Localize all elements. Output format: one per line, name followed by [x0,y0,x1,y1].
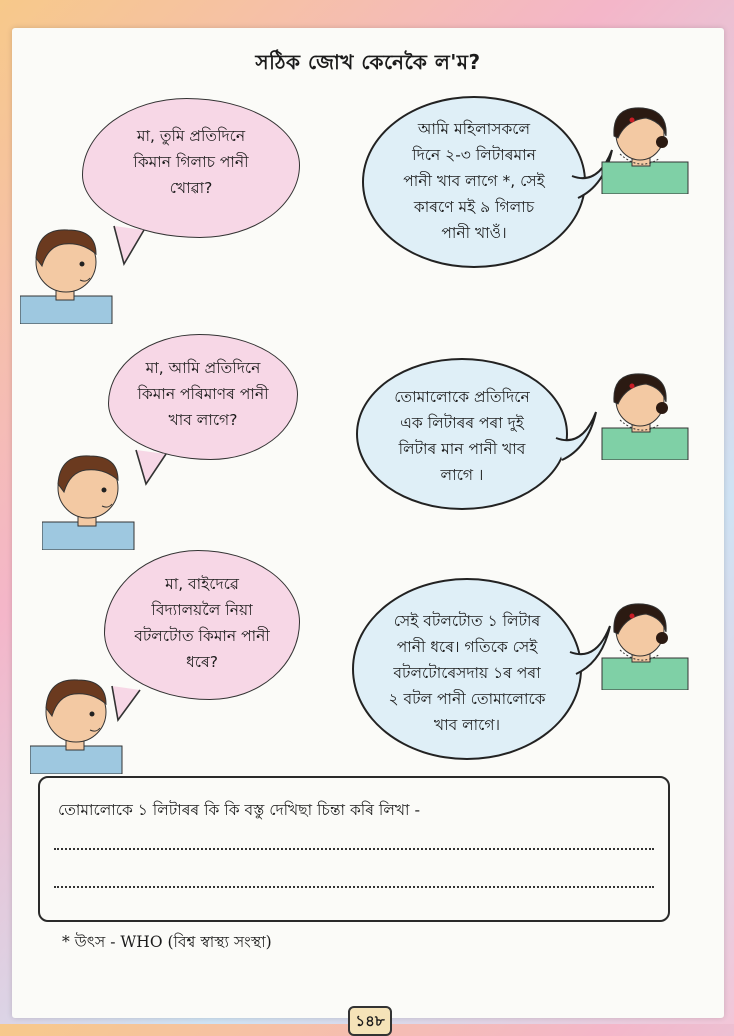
boy-illustration-3 [30,670,126,774]
answer-line-2[interactable] [54,886,654,888]
child-question-1: মা, তুমি প্ৰতিদিনে কিমান গিলাচ পানী খোৱা? [133,127,249,197]
mother-answer-1: আমি মহিলাসকলে দিনে ২-৩ লিটাৰমান পানী খাব লাগে *, সেই কাৰণে মই ৯ গিলাচ পানী খাওঁ। [403,120,545,242]
page-title: সঠিক জোখ কেনেকৈ ল'ম? [255,50,481,74]
mother-illustration-1 [596,102,692,194]
source-footnote: * উৎস - WHO (বিশ্ব স্বাস্থ্য সংস্থা) [62,933,272,951]
thought-tail-2 [132,448,172,488]
textbook-page [12,28,724,1030]
child-question-3: মা, বাইদেৱে বিদ্যালয়লৈ নিয়া বটলটোত কিমান পানী ধৰে? [134,575,270,671]
boy-illustration-2 [42,446,138,550]
task-prompt: তোমালোকে ১ লিটাৰৰ কি কি বস্তু দেখিছা চিন্তা কৰি লিখা - [58,801,421,819]
writing-task-box [38,776,670,922]
child-thought-bubble-3 [104,550,300,700]
mother-illustration-2 [596,368,692,460]
mother-speech-bubble-1 [362,96,586,268]
child-thought-bubble-2 [108,334,298,460]
answer-line-1[interactable] [54,848,654,850]
child-question-2: মা, আমি প্ৰতিদিনে কিমান পৰিমাণৰ পানী খাব লাগে? [137,359,269,429]
speech-tail-2 [552,408,602,468]
mother-speech-bubble-3 [352,578,582,760]
thought-tail-1 [110,224,150,268]
page-number: ১৪৮ [348,1006,392,1036]
mother-answer-3: সেই বটলটোত ১ লিটাৰ পানী ধৰে। গতিকে সেই বটলটোৰেসদায় ১ৰ পৰা ২ বটল পানী তোমালোকে খাব লাগে। [388,612,546,734]
child-thought-bubble-1 [82,98,300,238]
boy-illustration-1 [20,220,116,324]
mother-speech-bubble-2 [356,358,568,510]
mother-answer-2: তোমালোকে প্ৰতিদিনে এক লিটাৰৰ পৰা দুই লিটাৰ মান পানী খাব লাগে । [394,388,530,484]
mother-illustration-3 [596,598,692,690]
